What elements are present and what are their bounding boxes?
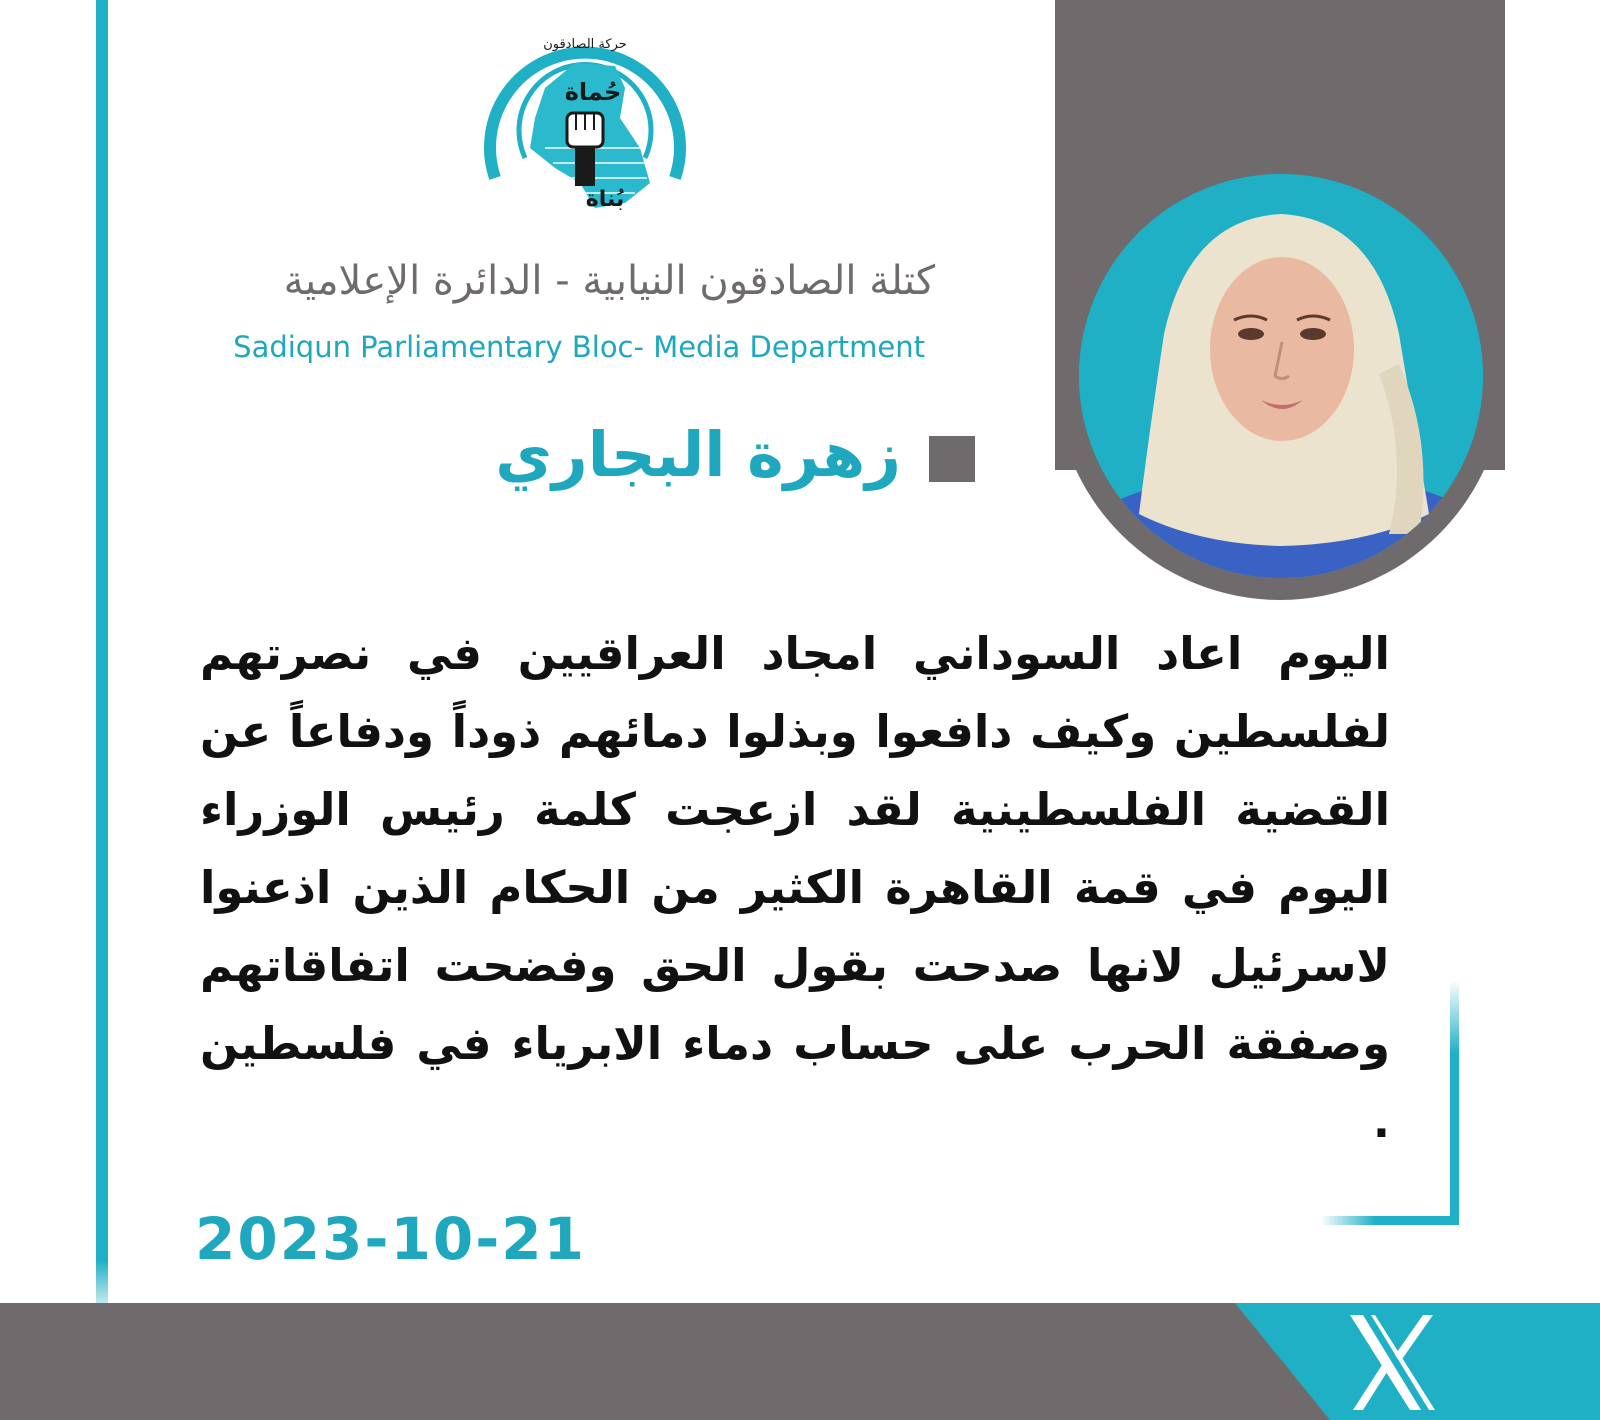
logo-top-word: حُماة <box>564 78 622 106</box>
fist-iraq-map-logo-icon <box>475 18 695 228</box>
post-date: 2023-10-21 <box>195 1205 586 1273</box>
portrait-photo <box>1079 174 1483 578</box>
left-accent-stripe <box>96 0 108 1300</box>
x-social-icon[interactable] <box>1345 1310 1440 1415</box>
speaker-name-row <box>420 418 975 498</box>
bloc-title-arabic: كتلة الصادقون النيابية - الدائرة الإعلامية <box>283 258 935 304</box>
speaker-name: زهرة البجاري <box>495 418 901 491</box>
name-bullet-square <box>929 436 975 482</box>
portrait-illustration <box>1079 174 1483 578</box>
bloc-title-english: Sadiqun Parliamentary Bloc- Media Department <box>233 330 925 364</box>
sadiqun-logo <box>475 18 695 228</box>
logo-ring-text: حركة الصادقون <box>543 37 627 52</box>
text-frame-right <box>1450 980 1459 1225</box>
text-frame-bottom <box>1320 1216 1459 1225</box>
statement-text: اليوم اعاد السوداني امجاد العراقيين في نصرتهم لفلسطين وكيف دافعوا وبذلوا دمائهم ذوداً ودفاعاً عن القضية الفلسطينية لقد ازعجت كلمة رئيس الوزراء اليوم في قمة القاهرة الكثير من الحكام الذين اذعنوا لاسرئيل لانها صدحت بقول الحق وفضحت اتفاقاتهم وصفقة الحرب على حساب دماء الابرياء في فلسطين . <box>200 627 1390 1148</box>
logo-bottom-word: بُناة <box>585 187 625 212</box>
